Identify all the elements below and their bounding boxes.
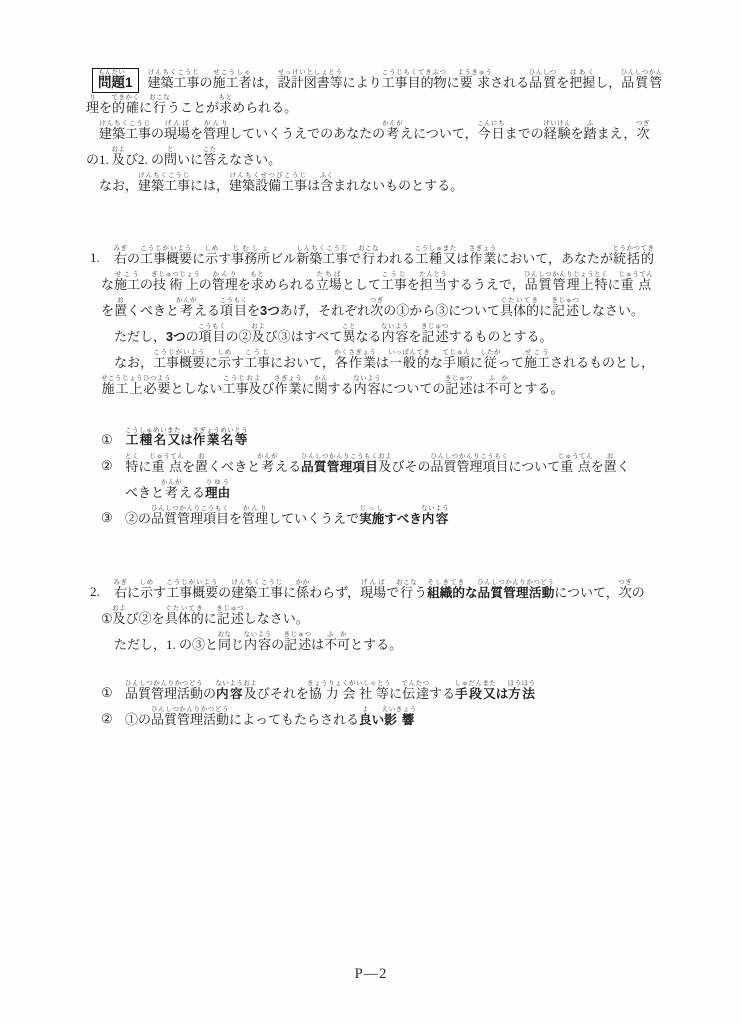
question-2-number: 2. <box>90 584 100 599</box>
text-line: ただし，1. の③と同おなじ内容ないようの記述きじゅつは不可ふかとする。 <box>101 631 403 652</box>
text-line: な施工せこうの技術上ぎじゅつじょうの管理かんりを求もとめられる立場たちばとして工事こうじを担当たんとうするうえで，品質管理上特ひんしつかんりじょうとくに重点じゅうてん <box>101 271 654 292</box>
text-line: なお，工事概要こうじがいように示しめす工事こうじにおいて，各作業かくさぎょうは一般的いっぱんてきな手順てじゅんに従したがって施工せこうされるものとし， <box>101 349 654 370</box>
text-line: 理りを的確てきかくに行おこなうことが求もとめられる。 <box>86 94 298 115</box>
question-2-body <box>101 579 658 657</box>
list-item-number: ① <box>101 685 113 700</box>
text-line: ただし，3つの項目こうもくの②及および③はすべて異ことなる内容ないようを記述きじゅつするものとする。 <box>101 323 553 344</box>
list-item <box>101 453 658 505</box>
list-item-number: ① <box>101 432 113 447</box>
intro-paragraph <box>86 68 663 198</box>
list-item-number: ② <box>101 458 113 473</box>
list-item <box>101 427 658 453</box>
list-item <box>101 706 658 732</box>
question-2-list <box>101 680 658 732</box>
text-line: 建築工事けんちくこうじの現場げんばを管理かんりしていくうえでのあなたの考かんがえについて，今日こんにちまでの経験けいけんを踏ふまえ，次つぎ <box>99 120 650 141</box>
intro-first-line <box>86 68 663 94</box>
text-line: ①の品質管理活動ひんしつかんりかつどうによってもたらされる良よい影響えいきょう <box>125 706 417 727</box>
question-1-list <box>101 427 658 531</box>
text-line: 品質管理活動ひんしつかんりかつどうの内容ないよう及およびそれを協力会社等きょうりょくがいしゃとうに伝達でんたつする手段又しゅだんまたは方法ほうほう <box>125 680 536 701</box>
text-line: ①及および②を具体的ぐたいてきに記述きじゅつしなさい。 <box>101 605 309 626</box>
text-line: の1. 及および2. の問といに答こたえなさい。 <box>86 146 282 167</box>
question-1 <box>90 245 658 401</box>
list-item-text <box>125 680 536 706</box>
text-line: 右みぎの工事概要こうじがいように示しめす事務所じむしょビル新築工事しんちくこうじで行おこなわれる工種又こうしゅまたは作業さぎょうにおいて，あなたが統括的とうかつてき <box>113 245 655 266</box>
list-item-text <box>125 706 417 732</box>
text-line: べきと考かんがえる理由りゆう <box>125 479 231 500</box>
list-item-number: ② <box>101 711 113 726</box>
text-line: ②の品質管理項目ひんしつかんりこうもくを管理かんりしていくうえで実施じっしすべき内容ないよう <box>125 505 450 526</box>
question-1-body <box>101 245 658 401</box>
question-2 <box>90 579 658 657</box>
text-line: を置おくべきと考かんがえる項目こうもくを3つあげ，それぞれ次つぎの①から③について具体的ぐたいてきに記述きじゅつしなさい。 <box>101 297 644 318</box>
list-item <box>101 680 658 706</box>
intro-first-line-text: 建築工事けんちくこうじの施工者せこうしゃは，設計図書等せっけいとしょとうにより工事目的物こうじもくてきぶつに要求ようきゅうされる品質ひんしつを把握はあくし，品質管ひんしつかん <box>147 69 663 90</box>
text-line: 特とくに重点じゅうてんを置おくべきと考かんがえる品質管理項目ひんしつかんりこうもく及およびその品質管理項目ひんしつかんりこうもくについて重点じゅうてんを置おく <box>125 453 630 474</box>
list-item-text <box>125 453 630 505</box>
text-line: なお，建築工事けんちくこうじには，建築設備工事けんちくせつびこうじは含ふくまれないものとする。 <box>86 172 464 193</box>
list-item-number: ③ <box>101 510 113 525</box>
text-line: 右みぎに示しめす工事概要こうじがいようの建築工事けんちくこうじに係かかわらず，現場げんばで行おこなう組織的そしきてきな品質管理活動ひんしつかんりかつどうについて，次つぎの <box>113 579 645 600</box>
text-line: 施工上必要せこうじょうひつようとしない工事及こうじおよび作業さぎょうに関かんする内容ないようについての記述きじゅつは不可ふかとする。 <box>101 375 564 396</box>
list-item-text <box>125 505 449 531</box>
text-line: 工種名又こうしゅめいまたは作業名等さぎょうめいとう <box>125 427 249 447</box>
question-1-number: 1. <box>90 250 100 265</box>
intro-lines <box>86 94 658 198</box>
list-item-text <box>125 427 248 453</box>
list-item <box>101 505 658 531</box>
problem-number-box: 問題もんだい1 <box>92 68 139 93</box>
page-number: P—2 <box>354 966 388 982</box>
